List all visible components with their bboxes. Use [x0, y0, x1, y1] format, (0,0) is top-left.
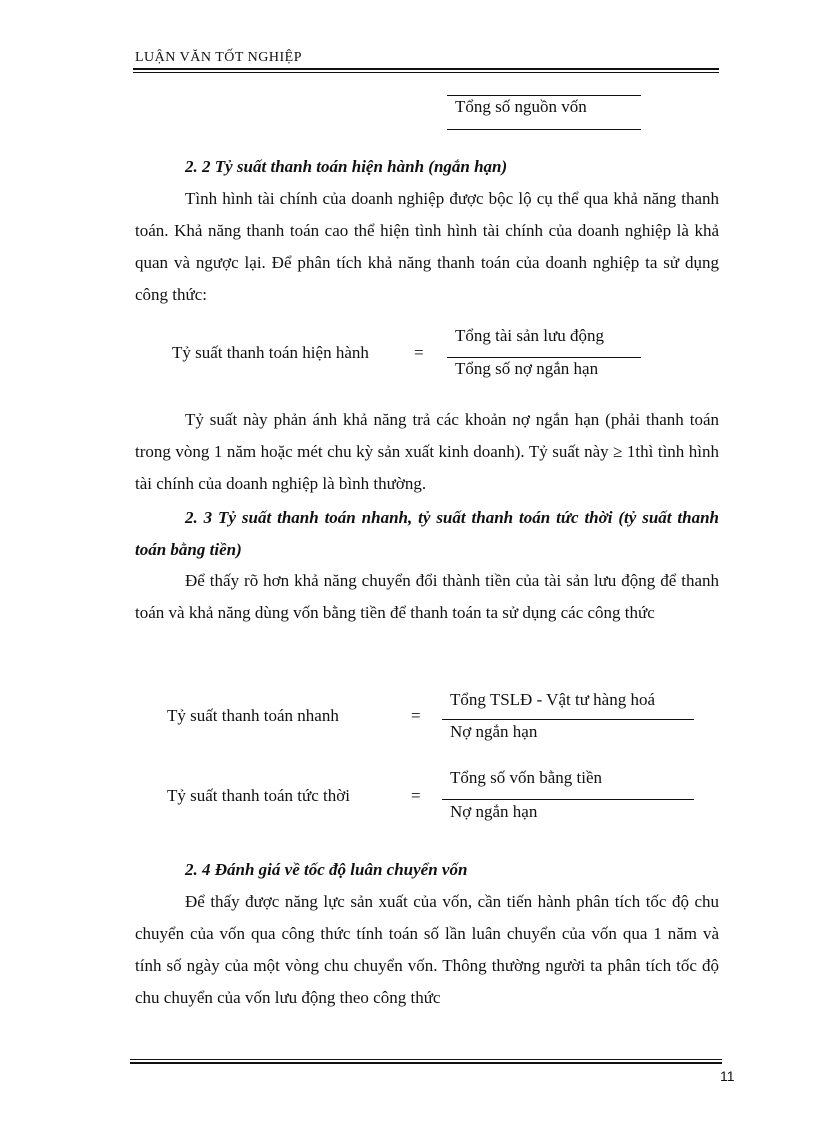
- paragraph-text: Tình hình tài chính của doanh nghiệp được bộc lộ cụ thể qua khả năng thanh toán. Khả năng thanh toán cao thể hiện tình hình tài chính của doanh nghiệp là khả quan và ngược lại. Để phân tích khả năng thanh toán của doanh nghiệp ta sử dụng công thức:: [135, 189, 719, 304]
- section-heading-2-4: 2. 4 Đánh giá về tốc độ luân chuyển vốn: [185, 860, 468, 879]
- header-title: LUẬN VĂN TỐT NGHIỆP: [135, 50, 302, 65]
- footer-rule-thick: [130, 1062, 722, 1064]
- top-formula-denominator: Tổng số nguồn vốn: [455, 97, 587, 116]
- section-2-2-paragraph-1: [135, 183, 719, 311]
- formula-quick-ratio-equals: =: [411, 706, 421, 725]
- formula-cash-ratio-equals: =: [411, 786, 421, 805]
- header-rule-thick: [133, 68, 719, 70]
- section-2-2-paragraph-2: [135, 404, 719, 500]
- section-2-4-paragraph-1: [135, 886, 719, 1014]
- paragraph-text: Để thấy rõ hơn khả năng chuyển đổi thành tiền của tài sản lưu động để thanh toán và khả năng dùng vốn bằng tiền để thanh toán ta sử dụng các công thức: [135, 571, 719, 622]
- footer-rule-thin: [130, 1059, 722, 1060]
- formula-cash-ratio-numerator: Tổng số vốn bằng tiền: [450, 768, 603, 787]
- formula-current-ratio-numerator: Tổng tài sản lưu động: [455, 326, 604, 345]
- formula-current-ratio-label: Tỷ suất thanh toán hiện hành: [172, 343, 369, 362]
- top-formula-underline: [447, 129, 641, 130]
- formula-quick-ratio-denominator: Nợ ngắn hạn: [450, 722, 538, 741]
- heading-text: 2. 3 Tỷ suất thanh toán nhanh, tỷ suất thanh toán tức thời (tỷ suất thanh toán bằng tiền): [135, 508, 719, 559]
- section-heading-2-3: [135, 502, 719, 566]
- formula-current-ratio-denominator: Tổng số nợ ngắn hạn: [455, 359, 599, 378]
- formula-cash-ratio-label: Tỷ suất thanh toán tức thời: [167, 786, 350, 805]
- formula-cash-ratio-denominator: Nợ ngắn hạn: [450, 802, 538, 821]
- formula-quick-ratio-numerator: Tổng TSLĐ - Vật tư hàng hoá: [450, 690, 656, 709]
- header-rule-thin: [133, 72, 719, 73]
- formula-quick-ratio-label: Tỷ suất thanh toán nhanh: [167, 706, 339, 725]
- formula-current-ratio-equals: =: [414, 343, 424, 362]
- paragraph-text: Tỷ suất này phản ánh khả năng trả các khoản nợ ngắn hạn (phải thanh toán trong vòng 1 năm hoặc mét chu kỳ sản xuất kinh doanh). Tỷ suất này ≥ 1thì tình hình tài chính của doanh nghiệp là bình thường.: [135, 410, 719, 493]
- page-number: 11: [720, 1068, 735, 1084]
- section-heading-2-2: 2. 2 Tỷ suất thanh toán hiện hành (ngắn hạn): [185, 157, 508, 176]
- paragraph-text: Để thấy được năng lực sản xuất của vốn, cần tiến hành phân tích tốc độ chu chuyển của vốn qua công thức tính toán số lần luân chuyển của vốn qua 1 năm và tính số ngày của một vòng chu chuyển vốn. Thông thường người ta phân tích tốc độ chu chuyển của vốn lưu động theo công thức: [135, 892, 719, 1007]
- section-2-3-paragraph-1: [135, 565, 719, 629]
